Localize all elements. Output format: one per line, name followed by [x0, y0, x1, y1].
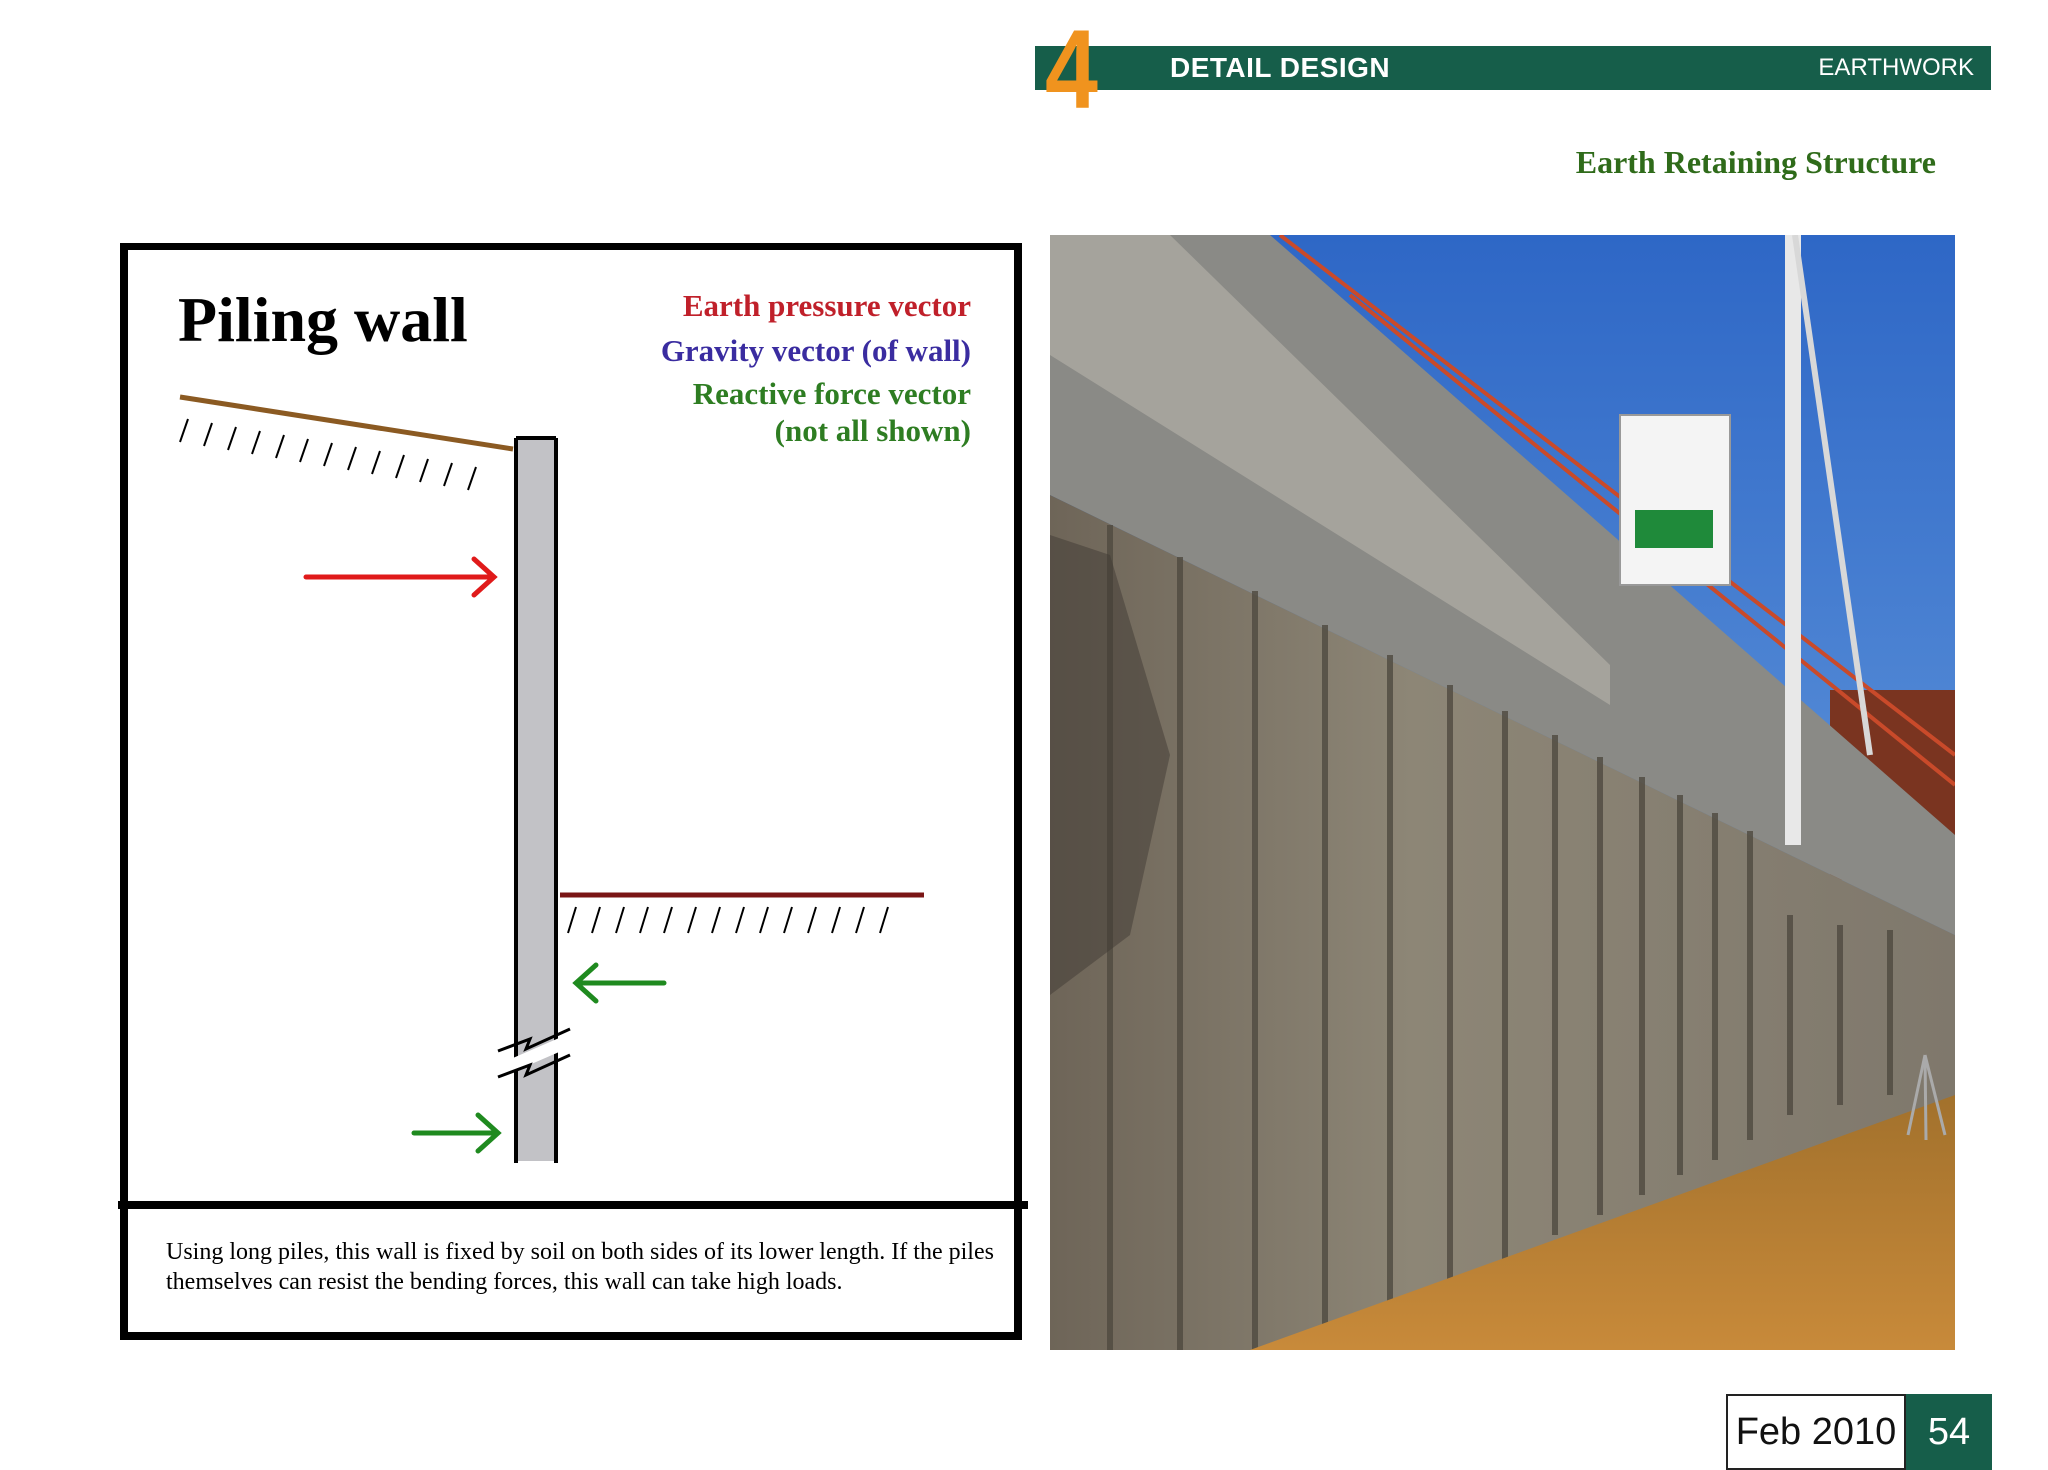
page-subtitle: Earth Retaining Structure	[1575, 144, 1936, 180]
reactive-force-arrow-lower	[414, 1115, 498, 1151]
legend-reactive-note: (not all shown)	[774, 413, 971, 448]
excavated-ground-hatching	[568, 907, 888, 933]
chapter-number: 4	[1045, 7, 1098, 132]
legend-earth-pressure: Earth pressure vector	[682, 288, 971, 323]
header-section: EARTHWORK	[1818, 54, 1974, 81]
retained-ground-line	[180, 397, 513, 449]
retained-ground-hatching	[180, 419, 476, 490]
reactive-force-arrow-upper	[576, 965, 664, 1001]
piling-wall-diagram	[118, 243, 1028, 1341]
header-title: DETAIL DESIGN	[1170, 52, 1391, 83]
diagram-title: Piling wall	[178, 284, 468, 355]
site-photo	[1050, 235, 1955, 1350]
legend-reactive: Reactive force vector	[692, 376, 971, 411]
page-number: 54	[1906, 1394, 1992, 1470]
footer-date: Feb 2010	[1726, 1394, 1906, 1470]
site-photo-illustration	[1050, 235, 1955, 1350]
diagram-caption: Using long piles, this wall is fixed by soil on both sides of its lower length. If the piles themselves can resist the bending forces, this wall can take high loads.	[166, 1239, 994, 1295]
earth-pressure-arrow	[306, 559, 494, 595]
legend-gravity: Gravity vector (of wall)	[660, 333, 971, 368]
piling-rig-mast	[1785, 235, 1801, 845]
site-sign	[1620, 415, 1730, 585]
